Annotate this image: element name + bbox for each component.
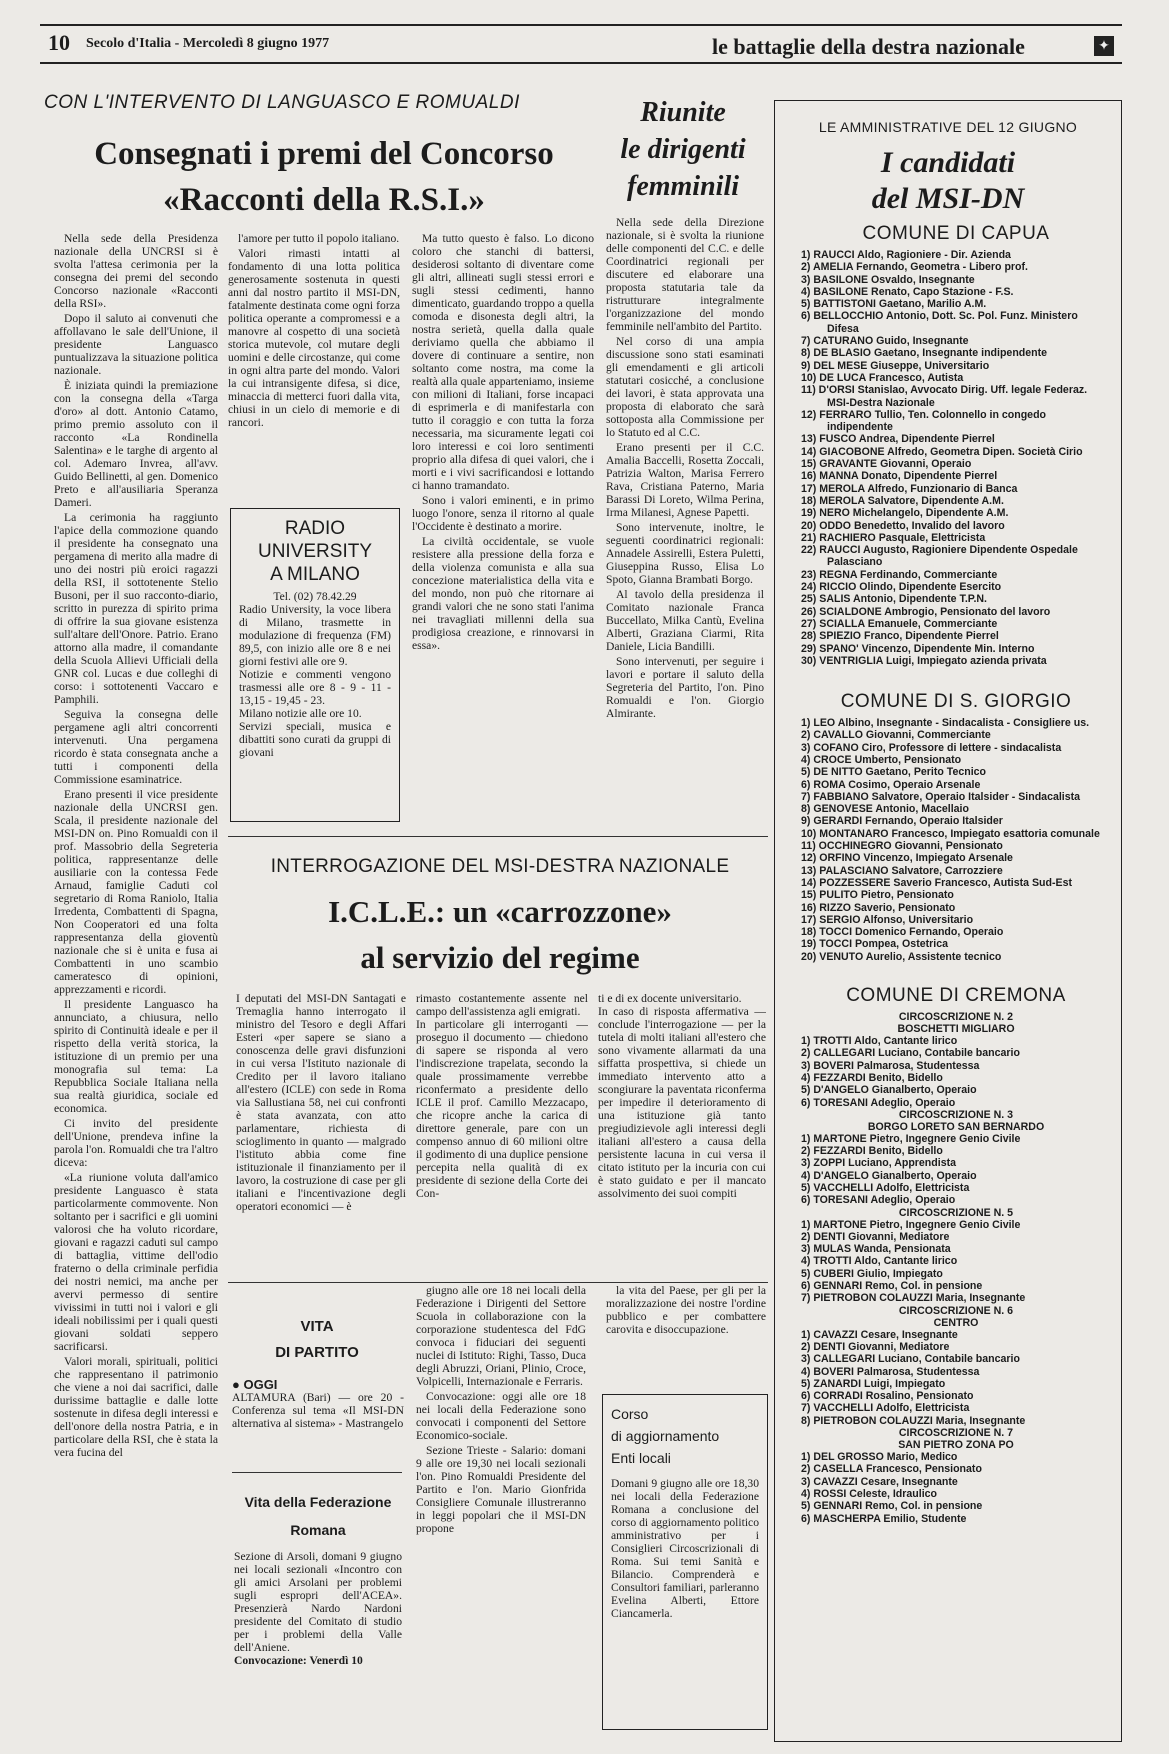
header-top-rule: [40, 24, 1122, 26]
candidate-entry: 15) PULITO Pietro, Pensionato: [801, 889, 954, 902]
circoscrizione-subtitle: SAN PIETRO ZONA PO: [898, 1439, 1014, 1452]
paragraph: Nella sede della Direzione nazionale, si è svolta la riunione delle componenti del C.C. e delle Coordinatrici regionali per discutere ed elaborare una proposta statutaria tale da ristrutturare integralmente l'organizzazione del mondo femminile nell'ambito del Partito.: [606, 216, 764, 333]
main-kicker: CON L'INTERVENTO DI LANGUASCO E ROMUALDI: [44, 92, 520, 113]
corso-title-line1: Corso: [611, 1406, 649, 1422]
header-bottom-rule: [40, 62, 1122, 64]
candidate-entry: 7) PIETROBON COLAUZZI Maria, Insegnante: [801, 1292, 1026, 1305]
candidate-entry: 7) VACCHELLI Adolfo, Elettricista: [801, 1402, 970, 1415]
corso-text: Domani 9 giugno alle ore 18,30 nei locali della Federazione Romana a conclusione del corso di aggiornamento politico amministrativo per i Consiglieri Circoscrizionali di Roma. Sui temi Sanità e Bilancio. Comprenderà e Consultori familiari, parleranno Evelina Alberti, Ettore Ciancamerla.: [611, 1477, 759, 1620]
federation-convocation: Convocazione: Venerdì 10: [234, 1654, 363, 1667]
candidate-entry: 2) FEZZARDI Benito, Bidello: [801, 1145, 943, 1158]
corso-box: [602, 1394, 768, 1730]
candidate-entry: 22) RAUCCI Augusto, Ragioniere Dipendente Ospedale Palasciano: [801, 544, 1078, 569]
candidate-entry: 1) DEL GROSSO Mario, Medico: [801, 1451, 958, 1464]
candidate-entry: 5) BATTISTONI Gaetano, Marilio A.M.: [801, 298, 987, 311]
paragraph: Il presidente Languasco ha annunciato, a chiusura, nello spirito di Continuità ideale e per il rispetto della verità storica, la istituzione di un premio per una monografia sul tema: La Repubblica Sociale Italiana nella sua realtà giuridica, sociale ed economica.: [54, 998, 218, 1115]
candidate-entry: 25) SALIS Antonio, Dipendente T.P.N.: [801, 593, 987, 606]
candidate-entry: 1) RAUCCI Aldo, Ragioniere - Dir. Azienda: [801, 249, 1011, 261]
candidate-entry: 7) CATURANO Guido, Insegnante: [801, 335, 969, 348]
circ3-candidate-list: [801, 1133, 1111, 1207]
circoscrizione-title: CIRCOSCRIZIONE N. 3: [898, 1108, 1014, 1121]
icle-title-line2: al servizio del regime: [360, 940, 640, 975]
paragraph: «La riunione voluta dall'amico presidente Languasco è stata particolarmente commovente. Non soltanto per i sacrifici e gli uomini valorosi che ha voluto ricordare, giovani e ragazzi caduti sul campo di battaglia, vittime dell'odio fraterno o della criminale perfidia dei nostri nemici, ma anche per avervi permesso di sentire vivissimi in tutti noi i valori e gli ideali nobilissimi per i quali questi giovani soldati seppero sacrificarsi.: [54, 1171, 218, 1353]
candidate-entry: 16) MANNA Donato, Dipendente Pierrel: [801, 470, 998, 483]
candidate-entry: 4) BOVERI Palmarosa, Studentessa: [801, 1365, 980, 1378]
page-number: 10: [48, 30, 70, 55]
candidate-entry: 17) SERGIO Alfonso, Universitario: [801, 913, 974, 926]
candidate-entry: 12) FERRARO Tullio, Ten. Colonnello in congedo indipendente: [801, 408, 1047, 434]
women-title-line2: le dirigenti: [620, 134, 746, 165]
federation-subtitle: Romana: [290, 1522, 346, 1538]
corso-title-line3: Enti locali: [611, 1450, 671, 1466]
candidate-entry: 14) POZZESSERE Saverio Francesco, Autista Sud-Est: [801, 876, 1073, 889]
radio-text: Notizie e commenti vengono trasmessi alle ore 8 - 9 - 11 - 13,15 - 19,45 - 23.: [239, 668, 391, 707]
candidate-entry: 27) SCIALLA Emanuele, Commerciante: [801, 617, 998, 630]
paragraph: Nel corso di una ampia discussione sono stati esaminati gli emendamenti e gli articoli statutari cosicché, a conclusione dei lavori, è stata approvata una proposta di elaborato che sarà sottoposta alla Commissione per lo Statuto ed al C.C.: [606, 335, 764, 439]
candidate-entry: 10) DE LUCA Francesco, Autista: [801, 371, 964, 384]
candidate-entry: 2) DENTI Giovanni, Mediatore: [801, 1340, 950, 1353]
corso-title-line2: di aggiornamento: [611, 1428, 720, 1444]
circoscrizione-title: CIRCOSCRIZIONE N. 2: [898, 1011, 1014, 1024]
capua-candidate-list: [801, 249, 1111, 667]
candidate-entry: 20) ODDO Benedetto, Invalido del lavoro: [801, 519, 1005, 532]
candidate-entry: 6) ROMA Cosimo, Operaio Arsenale: [801, 778, 981, 791]
candidate-entry: 8) DE BLASIO Gaetano, Insegnante indipendente: [801, 347, 1048, 360]
candidate-entry: 23) REGNA Ferdinando, Commerciante: [801, 568, 998, 581]
vita-title-line1: VITA: [300, 1318, 334, 1335]
header-section-title: le battaglie della destra nazionale: [712, 34, 1025, 59]
candidate-entry: 15) GRAVANTE Giovanni, Operaio: [801, 458, 972, 471]
paragraph: La cerimonia ha raggiunto l'apice della commozione quando il presidente ha consegnato una pergamena di merito alla madre di uno dei nostri più eroici ragazzi della RSI, il sottotenente Stelio Busoni, per il suo racconto-diario, scritto in purezza di spirito prima di offrire la sua giovane esistenza sull'altare dell'Onore. Patrio. Erano attorno alla madre, il comandante della Scuola Allievi Ufficiali della GNR col. Lucas e due colleghi di corso: i sottotenenti Vaccaro e Pamphili.: [54, 511, 218, 706]
radio-university-box: [230, 508, 400, 822]
paragraph: Sono intervenute, inoltre, le seguenti coordinatrici regionali: Annadele Assirelli, Estera Puletti, Giuseppina Russo, Elisa Lo Spoto, Gianna Brambati Borgo.: [606, 521, 764, 586]
circ6-candidate-list: [801, 1329, 1111, 1427]
icle-col2: rimasto costantemente assente nel campo dell'assistenza agli emigrati. In particolare gli interroganti — proseguo il documento — chiedono di sapere se risponda al vero l'indiscrezione trapelata, secondo la quale prossimamente verrebbe riconfermato a presidente dello ICLE il prof. Camillo Mezzacapo, che ricopre anche la carica di direttore generale, pare con un compenso annuo di 60 milioni oltre il godimento di una duplice pensione percepita nella qualità di ex presidente di sezione della Corte dei Con-: [416, 992, 588, 1200]
circoscrizione-subtitle: BORGO LORETO SAN BERNARDO: [867, 1120, 1045, 1133]
circ7-candidate-list: [801, 1451, 1111, 1525]
women-title-line1: Riunite: [640, 97, 726, 128]
candidate-entry: 1) MARTONE Pietro, Ingegnere Genio Civile: [801, 1218, 1021, 1231]
candidate-entry: 9) DEL MESE Giuseppe, Universitario: [801, 359, 990, 372]
circoscrizione-subtitle: CENTRO: [933, 1316, 979, 1329]
paragraph: la vita del Paese, per gli per la moralizzazione dei nostre l'ordine pubblico e per combattere carovita e disoccupazione.: [606, 1284, 766, 1336]
candidate-entry: 18) MEROLA Salvatore, Dipendente A.M.: [801, 494, 1004, 507]
candidate-entry: 13) PALASCIANO Salvatore, Carrozziere: [801, 864, 1003, 877]
candidate-entry: 4) D'ANGELO Gianalberto, Operaio: [801, 1169, 977, 1182]
paragraph: Al tavolo della presidenza il Comitato nazionale Franca Buccellato, Milka Cantù, Evelina Alberti, Graziana Ciarmi, Rita Daniele, Licia Bandilli.: [606, 588, 764, 653]
candidate-entry: 10) MONTANARO Francesco, Impiegato esattoria comunale: [801, 827, 1100, 840]
candidates-kicker: LE AMMINISTRATIVE DEL 12 GIUGNO: [818, 119, 1078, 135]
circ5-candidate-list: [801, 1219, 1111, 1305]
candidate-entry: 4) ROSSI Celeste, Idraulico: [801, 1487, 937, 1500]
candidate-entry: 30) VENTRIGLIA Luigi, Impiegato azienda privata: [801, 654, 1047, 667]
circoscrizione-subtitle: BOSCHETTI MIGLIARO: [897, 1023, 1015, 1036]
paragraph: Seguiva la consegna delle pergamene agli altri concorrenti intervenuti. Una pergamena ricordo è stata consegnata anche a tutti i componenti della Commissione esaminatrice.: [54, 708, 218, 786]
candidate-entry: 5) CUBERI Giulio, Impiegato: [801, 1267, 943, 1280]
radio-phone: Tel. (02) 78.42.29: [273, 590, 357, 603]
paragraph: Erano presenti il vice presidente nazionale della UNCRSI gen. Scala, il presidente nazionale del MSI-DN on. Pino Romualdi con il prof. Massobrio della Segreteria politica, rappresentanze delle ausiliarie con la contessa Fede Arnaud, famiglie Caduti col segretario di Roma Raniolo, Italia Irredenta, Combattenti di Spagna, Non Cooperatori ed una folta rappresentanza della gioventù nazionale che si è unita e fusa ai Combattenti in uno scambio cameratesco di opinioni, apprezzamenti e ricordi.: [54, 788, 218, 996]
paragraph: La civiltà occidentale, se vuole resistere alla pressione della forza e della violenza comunista e alla sua concezione materialistica della vita e del mondo, non può che ritornare ai grandi valori che ne sono stati l'anima nei travagliati millenni della sua prodigiosa creazione, e rinnovarsi in essa».: [412, 535, 594, 652]
candidate-entry: 16) RIZZO Saverio, Pensionato: [801, 901, 956, 914]
divider: [232, 1472, 402, 1473]
sgiorgio-candidate-list: [801, 717, 1111, 963]
candidate-entry: 26) SCIALDONE Ambrogio, Pensionato del lavoro: [801, 605, 1051, 618]
candidate-entry: 6) MASCHERPA Emilio, Studente: [801, 1512, 967, 1525]
candidate-entry: 1) TROTTI Aldo, Cantante lirico: [801, 1035, 958, 1048]
paragraph: Sono intervenuti, per seguire i lavori e portare il saluto della Segreteria del Partito, l'on. Pino Romualdi e l'on. Giorgio Almirante.: [606, 655, 764, 720]
candidate-entry: 1) MARTONE Pietro, Ingegnere Genio Civile: [801, 1132, 1021, 1145]
candidate-entry: 2) CAVALLO Giovanni, Commerciante: [801, 729, 991, 742]
comune-capua-title: COMUNE DI CAPUA: [862, 223, 1050, 244]
candidates-box: [774, 100, 1122, 1742]
oggi-text: ALTAMURA (Bari) — ore 20 - Conferenza sul tema «Il MSI-DN alternativa al sistema» - Mastrangelo: [232, 1391, 404, 1430]
comune-sgiorgio-title: COMUNE DI S. GIORGIO: [840, 691, 1072, 713]
emblem-icon: ✦: [1094, 36, 1114, 56]
candidate-entry: 4) CROCE Umberto, Pensionato: [801, 753, 962, 766]
candidate-entry: 9) GERARDI Fernando, Operaio Italsider: [801, 815, 1003, 828]
candidate-entry: 3) ZOPPI Luciano, Apprendista: [801, 1157, 957, 1170]
candidate-entry: 5) GENNARI Remo, Col. in pensione: [801, 1500, 983, 1513]
circoscrizione-title: CIRCOSCRIZIONE N. 6: [898, 1304, 1014, 1317]
main-title-line1: Consegnati i premi del Concorso: [94, 136, 554, 172]
candidates-title-line1: I candidati: [880, 146, 1016, 179]
paragraph: l'amore per tutto il popolo italiano.: [238, 232, 400, 245]
candidate-entry: 11) OCCHINEGRO Giovanni, Pensionato: [801, 840, 1003, 853]
candidate-entry: 3) MULAS Wanda, Pensionata: [801, 1243, 951, 1256]
candidates-title-line2: del MSI-DN: [871, 182, 1025, 215]
candidate-entry: 29) SPANO' Vincenzo, Dipendente Min. Interno: [801, 642, 1035, 655]
icle-col3: ti e di ex docente universitario. In caso di risposta affermativa — conclude l'interrogazione — per la tutela di molti italiani all'estero che sono vivamente allarmati da una siffatta prospettiva, si chiede un immediato intervento atto a scongiurare la paventata riconferma per impedire il deterioramento di una istituzione già tanto pregiudizievole agli interessi degli italiani all'estero a causa della persistente lacuna in cui versa il citato istituto per la incuria con cui è stato guidato e per il mancato assolvimento dei suoi compiti: [598, 992, 766, 1200]
header-dateline: Secolo d'Italia - Mercoledì 8 giugno 1977: [86, 36, 330, 51]
icle-kicker: INTERROGAZIONE DEL MSI-DESTRA NAZIONALE: [270, 856, 730, 877]
radio-name-line2: UNIVERSITY: [257, 541, 373, 562]
bullet-icon: ●: [232, 1377, 244, 1392]
circoscrizione-title: CIRCOSCRIZIONE N. 7: [898, 1427, 1014, 1440]
candidate-entry: 6) GENNARI Remo, Col. in pensione: [801, 1280, 983, 1293]
oggi-label: OGGI: [243, 1377, 278, 1392]
paragraph: Erano presenti per il C.C. Amalia Baccelli, Rosetta Zoccali, Patrizia Walton, Marisa Ferrero Rava, Cristiana Paterno, Maria Barassi Di Loreto, Wilma Perina, Irma Milanesi, Agnese Papetti.: [606, 441, 764, 519]
women-title-line3: femminili: [627, 171, 739, 202]
federation-title: Vita della Federazione: [244, 1494, 392, 1510]
paragraph: È iniziata quindi la premiazione con la consegna della «Targa d'oro» al dott. Antonio Catamo, primo premio assoluto con il racconto «La Rondinella Salentina» e le targhe di argento al col. Ademaro Invrea, all'avv. Guido Bellinetti, al gen. Domenico Preto e all'ausiliaria Speranza Dameri.: [54, 379, 218, 509]
paragraph: Valori rimasti intatti al fondamento di una lotta politica generosamente sostenuta in questi anni dal nostro partito il MSI-DN, fatalmente destinata come ogni forza politica operante a compromessi e a manovre al cospetto di una società storica mutevole, col mutare degli uomini e delle circostanze, qui come in ogni altra parte del mondo. Valori la cui intransigente difesa, si dice, minaccia di metterci fuori dalla vita, chiusi in un cielo di memorie e di rancori.: [228, 247, 400, 429]
vita-title-line2: DI PARTITO: [275, 1344, 359, 1361]
candidate-entry: 4) BASILONE Renato, Capo Stazione - F.S.: [801, 285, 1014, 298]
candidate-entry: 19) NERO Michelangelo, Dipendente A.M.: [801, 507, 1009, 520]
candidate-entry: 3) CALLEGARI Luciano, Contabile bancario: [801, 1353, 1020, 1366]
candidate-entry: 2) CASELLA Francesco, Pensionato: [801, 1463, 982, 1476]
convocazioni-col2: [606, 1284, 766, 1358]
candidate-entry: 14) GIACOBONE Alfredo, Geometra Dipen. Società Cirio: [801, 445, 1083, 458]
icle-col1: I deputati del MSI-DN Santagati e Tremaglia hanno interrogato il ministro del Tesoro e degli Affari Esteri «per sapere se siano a conoscenza delle gravi disfunzioni in cui versa l'Istituto nazionale di Credito per il lavoro italiano all'estero (ICLE) con sede in Roma via Sallustiana 58, nei cui confronti è stata avanzata, con atto parlamentare, richiesta di scioglimento in quanto — malgrado l'istituto abbia come fine istituzionale il finanziamento per il lavoro, la costruzione di case per gli italiani e l'incentivazione degli operatori economici — è: [236, 992, 406, 1213]
candidate-entry: 5) VACCHELLI Adolfo, Elettricista: [801, 1182, 970, 1194]
candidate-entry: 4) TROTTI Aldo, Cantante lirico: [801, 1255, 958, 1268]
main-article-col3: [412, 232, 594, 822]
radio-text: Radio University, la voce libera di Milano, trasmette in modulazione di frequenza (FM) 89,5, con inizio alle ore 8 e nei giorni festivi alle ore 9.: [239, 603, 391, 668]
circoscrizione-title: CIRCOSCRIZIONE N. 5: [898, 1206, 1014, 1219]
paragraph: Sezione Trieste - Salario: domani 9 alle ore 19,30 nei locali sezionali l'on. Pino Romualdi Presidente del Partito e l'on. Mario Gionfrida Consigliere Comunale illustreranno in leggi popolari che il MSI-DN propone: [416, 1444, 586, 1535]
candidate-entry: 13) FUSCO Andrea, Dipendente Pierrel: [801, 433, 995, 446]
candidate-entry: 7) FABBIANO Salvatore, Operaio Italsider - Sindacalista: [801, 790, 1081, 803]
candidate-entry: 8) PIETROBON COLAUZZI Maria, Insegnante: [801, 1414, 1026, 1427]
candidate-entry: 1) LEO Albino, Insegnante - Sindacalista - Consigliere us.: [801, 717, 1090, 730]
paragraph: Valori morali, spirituali, politici che rappresentano il patrimonio che viene a noi dai sacrifici, dalle durissime battaglie e dalle lotte sostenute in difesa degli interessi e dell'onore della nostra Patria, e in particolare della RSI, che è stata la vera fucina del: [54, 1355, 218, 1459]
paragraph: Sono i valori eminenti, e in primo luogo l'onore, senza il ritorno al quale l'Occidente è destinato a morire.: [412, 494, 594, 533]
candidate-entry: 19) TOCCI Pompea, Ostetrica: [801, 938, 948, 951]
paragraph: Convocazione: oggi alle ore 18 nei locali della Federazione sono convocati i componenti del Settore Economico-sociale.: [416, 1390, 586, 1442]
candidate-entry: 6) TORESANI Adeglio, Operaio: [801, 1096, 956, 1109]
circ2-candidate-list: [801, 1035, 1111, 1109]
radio-name-line1: RADIO: [284, 518, 346, 539]
radio-text: Milano notizie alle ore 10.: [239, 707, 362, 720]
candidate-entry: 3) COFANO Ciro, Professore di lettere - sindacalista: [801, 741, 1062, 754]
radio-name-line3: A MILANO: [270, 564, 360, 585]
paragraph: giugno alle ore 18 nei locali della Federazione i Dirigenti del Settore Scuola in collaborazione con la corporazione studentesca del FdG convoca i fiduciari dei seguenti nuclei di Istituto: Righi, Tasso, Duca degli Abruzzi, Oriani, Plinio, Croce, Volpicelli, Internazionale e Ferraris.: [416, 1284, 586, 1388]
divider: [228, 836, 768, 837]
candidate-entry: 1) CAVAZZI Cesare, Insegnante: [801, 1328, 958, 1341]
candidate-entry: 3) CAVAZZI Cesare, Insegnante: [801, 1475, 958, 1488]
candidate-entry: 3) BASILONE Osvaldo, Insegnante: [801, 273, 975, 286]
paragraph: Ma tutto questo è falso. Lo dicono coloro che stanchi di battersi, desiderosi soltanto di diventare come gli altri, allineati sugli stessi errori e sugli stessi cedimenti, hanno dimenticato, guardando troppo a quella comoda e disonesta degli altri, la nostra serietà, quella dalla quale deriviamo quella che abbiamo il dovere di continuare a sentire, non soltanto come nostra, ma come la realtà alla quale apparteniamo, insieme con milioni di Italiani, forse incapaci di esprimerla e di manifestarla con tutto il coraggio e con tutta la forza necessaria, ma sicuramente legati coi loro interessi e coi loro sentimenti proprio alla difesa di quei valori, che i morti e i vivi sacrificandosi e lottando ci hanno tramandato.: [412, 232, 594, 492]
paragraph: Nella sede della Presidenza nazionale della UNCRSI si è svolta l'attesa cerimonia per la consegna dei premi del secondo Concorso nazionale «Racconti della RSI».: [54, 232, 218, 310]
paragraph: Dopo il saluto ai convenuti che affollavano le sale dell'Unione, il presidente Languasco puntualizzava la situazione politica nazionale.: [54, 312, 218, 377]
candidate-entry: 21) RACHIERO Pasquale, Elettricista: [801, 531, 986, 544]
women-article-body: [606, 216, 764, 822]
candidate-entry: 4) FEZZARDI Benito, Bidello: [801, 1071, 943, 1084]
candidate-entry: 2) DENTI Giovanni, Mediatore: [801, 1230, 950, 1243]
candidate-entry: 11) D'ORSI Stanislao, Avvocato Dirig. Uff. legale Federaz. MSI-Destra Nazionale: [801, 384, 1088, 409]
comune-cremona-title: COMUNE DI CREMONA: [846, 985, 1066, 1007]
federation-text: Sezione di Arsoli, domani 9 giugno nei locali sezionali «Incontro con gli amici Arsolani per problemi sugli espropri dell'ACEA». Presenzierà Nardo Nardoni presidente del Comitato di studio per i problemi della Valle dell'Aniene.: [234, 1550, 402, 1654]
candidate-entry: 28) SPIEZIO Franco, Dipendente Pierrel: [801, 630, 999, 643]
main-title-line2: «Racconti della R.S.I.»: [163, 182, 485, 218]
candidate-entry: 3) BOVERI Palmarosa, Studentessa: [801, 1059, 980, 1072]
radio-text: Servizi speciali, musica e dibattiti sono curati da gruppi di giovani: [239, 720, 391, 759]
candidate-entry: 24) RICCIO Olindo, Dipendente Esercito: [801, 581, 1002, 594]
candidate-entry: 5) DE NITTO Gaetano, Perito Tecnico: [801, 766, 987, 779]
candidate-entry: 5) ZANARDI Luigi, Impiegato: [801, 1377, 946, 1390]
vita-oggi-block: [232, 1378, 404, 1430]
convocazioni-col: [416, 1284, 586, 1734]
federation-text-block: [234, 1550, 402, 1730]
candidate-entry: 5) D'ANGELO Gianalberto, Operaio: [801, 1084, 977, 1097]
candidate-entry: 20) VENUTO Aurelio, Assistente tecnico: [801, 950, 1002, 963]
paragraph: Ci invito del presidente dell'Unione, prendeva infine la parola l'on. Romualdi che tra l'altro diceva:: [54, 1117, 218, 1169]
candidate-entry: 12) ORFINO Vincenzo, Impiegato Arsenale: [801, 852, 1013, 865]
main-article-col1: [54, 232, 218, 1736]
candidate-entry: 2) AMELIA Fernando, Geometra - Libero prof.: [801, 261, 1028, 274]
candidate-entry: 2) CALLEGARI Luciano, Contabile bancario: [801, 1047, 1020, 1060]
candidate-entry: 6) CORRADI Rosalino, Pensionato: [801, 1390, 974, 1403]
main-article-col2: [228, 232, 400, 502]
divider: [228, 1282, 768, 1283]
candidate-entry: 6) TORESANI Adeglio, Operaio: [801, 1194, 956, 1207]
icle-title-line1: I.C.L.E.: un «carrozzone»: [328, 894, 672, 929]
candidate-entry: 17) MEROLA Alfredo, Funzionario di Banca: [801, 482, 1018, 495]
candidate-entry: 6) BELLOCCHIO Antonio, Dott. Sc. Pol. Funz. Ministero Difesa: [801, 310, 1078, 335]
candidate-entry: 8) GENOVESE Antonio, Macellaio: [801, 803, 969, 816]
candidate-entry: 18) TOCCI Domenico Fernando, Operaio: [801, 926, 1004, 939]
